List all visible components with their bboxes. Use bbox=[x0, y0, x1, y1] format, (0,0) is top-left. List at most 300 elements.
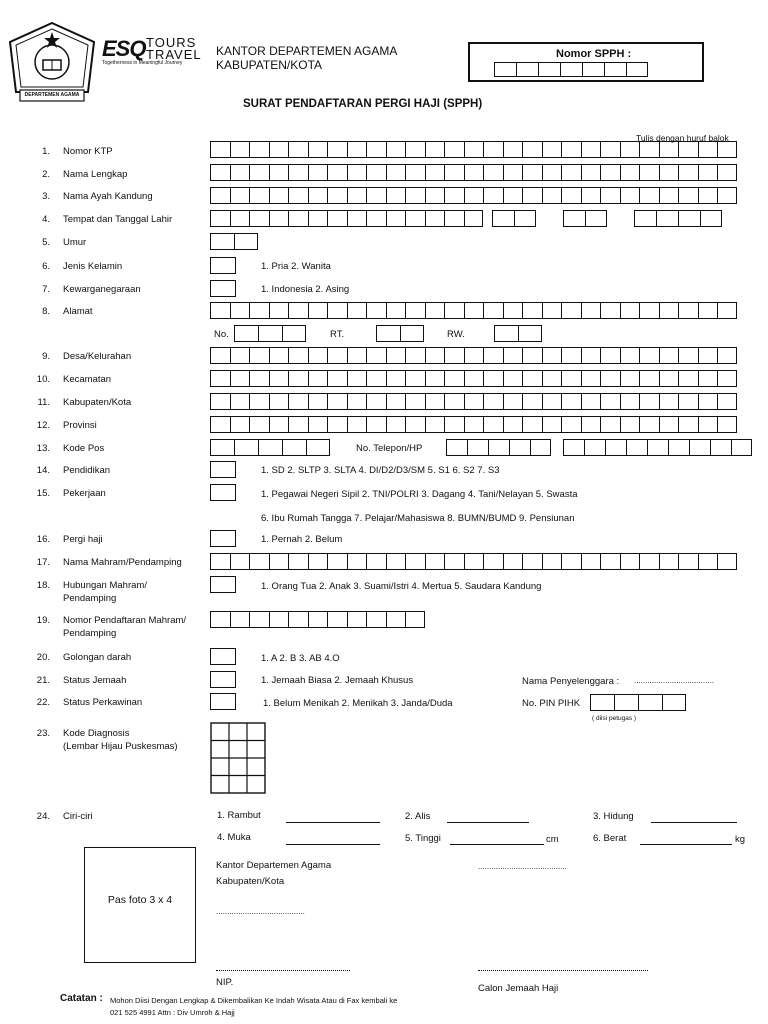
input-cell[interactable] bbox=[327, 302, 347, 319]
input-cell[interactable] bbox=[483, 347, 503, 364]
input-cell[interactable] bbox=[698, 302, 718, 319]
input-cell[interactable] bbox=[698, 164, 718, 181]
photo-box[interactable] bbox=[84, 847, 196, 963]
ciri-rambut-line[interactable] bbox=[286, 822, 380, 823]
input-cell[interactable] bbox=[347, 416, 367, 433]
input-cell[interactable] bbox=[425, 302, 445, 319]
input-cell[interactable] bbox=[386, 210, 406, 227]
input-cell[interactable] bbox=[464, 187, 484, 204]
input-cell[interactable] bbox=[581, 187, 601, 204]
jenis-kelamin-box[interactable] bbox=[210, 257, 236, 274]
input-cell[interactable] bbox=[605, 439, 626, 456]
input-cell[interactable] bbox=[542, 302, 562, 319]
input-cell[interactable] bbox=[678, 416, 698, 433]
input-cell[interactable] bbox=[425, 416, 445, 433]
input-cell[interactable] bbox=[563, 210, 585, 227]
input-cell[interactable] bbox=[405, 370, 425, 387]
input-cell[interactable] bbox=[561, 416, 581, 433]
input-cell[interactable] bbox=[464, 370, 484, 387]
input-cell[interactable] bbox=[366, 393, 386, 410]
kode-pos-cells[interactable] bbox=[210, 439, 330, 456]
input-cell[interactable] bbox=[234, 325, 258, 342]
input-cell[interactable] bbox=[581, 370, 601, 387]
input-cell[interactable] bbox=[678, 553, 698, 570]
input-cell[interactable] bbox=[210, 347, 230, 364]
input-cell[interactable] bbox=[327, 164, 347, 181]
input-cell[interactable] bbox=[581, 347, 601, 364]
input-cell[interactable] bbox=[563, 439, 584, 456]
nomor-mahram-cells[interactable] bbox=[210, 611, 425, 628]
input-cell[interactable] bbox=[518, 325, 542, 342]
input-cell[interactable] bbox=[269, 611, 289, 628]
input-cell[interactable] bbox=[678, 210, 700, 227]
input-cell[interactable] bbox=[464, 302, 484, 319]
input-cell[interactable] bbox=[542, 393, 562, 410]
input-cell[interactable] bbox=[282, 439, 306, 456]
kecamatan-cells[interactable] bbox=[210, 370, 737, 387]
input-cell[interactable] bbox=[444, 187, 464, 204]
input-cell[interactable] bbox=[444, 416, 464, 433]
input-cell[interactable] bbox=[717, 164, 737, 181]
input-cell[interactable] bbox=[405, 393, 425, 410]
input-cell[interactable] bbox=[483, 141, 503, 158]
input-cell[interactable] bbox=[425, 141, 445, 158]
nomor-spph-cells[interactable] bbox=[494, 62, 648, 77]
input-cell[interactable] bbox=[327, 141, 347, 158]
input-cell[interactable] bbox=[308, 164, 328, 181]
input-cell[interactable] bbox=[347, 393, 367, 410]
input-cell[interactable] bbox=[327, 416, 347, 433]
input-cell[interactable] bbox=[600, 553, 620, 570]
input-cell[interactable] bbox=[366, 347, 386, 364]
input-cell[interactable] bbox=[561, 553, 581, 570]
input-cell[interactable] bbox=[542, 370, 562, 387]
input-cell[interactable] bbox=[230, 553, 250, 570]
input-cell[interactable] bbox=[405, 210, 425, 227]
input-cell[interactable] bbox=[269, 141, 289, 158]
input-cell[interactable] bbox=[210, 439, 234, 456]
input-cell[interactable] bbox=[230, 141, 250, 158]
input-cell[interactable] bbox=[581, 164, 601, 181]
input-cell[interactable] bbox=[678, 302, 698, 319]
input-cell[interactable] bbox=[717, 302, 737, 319]
input-cell[interactable] bbox=[483, 416, 503, 433]
input-cell[interactable] bbox=[308, 210, 328, 227]
input-cell[interactable] bbox=[492, 210, 514, 227]
input-cell[interactable] bbox=[308, 141, 328, 158]
input-cell[interactable] bbox=[288, 611, 308, 628]
ciri-berat-line[interactable] bbox=[640, 844, 732, 845]
input-cell[interactable] bbox=[678, 347, 698, 364]
input-cell[interactable] bbox=[269, 553, 289, 570]
input-cell[interactable] bbox=[600, 141, 620, 158]
input-cell[interactable] bbox=[581, 393, 601, 410]
input-cell[interactable] bbox=[503, 302, 523, 319]
input-cell[interactable] bbox=[647, 439, 668, 456]
input-cell[interactable] bbox=[585, 210, 607, 227]
input-cell[interactable] bbox=[522, 416, 542, 433]
telepon-area-cells[interactable] bbox=[446, 439, 551, 456]
input-cell[interactable] bbox=[542, 347, 562, 364]
input-cell[interactable] bbox=[590, 694, 614, 711]
input-cell[interactable] bbox=[400, 325, 424, 342]
input-cell[interactable] bbox=[347, 141, 367, 158]
input-cell[interactable] bbox=[347, 164, 367, 181]
input-cell[interactable] bbox=[581, 553, 601, 570]
input-cell[interactable] bbox=[561, 187, 581, 204]
input-cell[interactable] bbox=[386, 370, 406, 387]
input-cell[interactable] bbox=[230, 187, 250, 204]
input-cell[interactable] bbox=[405, 302, 425, 319]
status-perkawinan-box[interactable] bbox=[210, 693, 236, 710]
input-cell[interactable] bbox=[620, 141, 640, 158]
input-cell[interactable] bbox=[561, 302, 581, 319]
input-cell[interactable] bbox=[561, 393, 581, 410]
nama-cells[interactable] bbox=[210, 164, 737, 181]
input-cell[interactable] bbox=[258, 325, 282, 342]
input-cell[interactable] bbox=[503, 187, 523, 204]
input-cell[interactable] bbox=[444, 164, 464, 181]
diagnosis-grid[interactable] bbox=[210, 722, 266, 799]
input-cell[interactable] bbox=[464, 141, 484, 158]
input-cell[interactable] bbox=[258, 439, 282, 456]
input-cell[interactable] bbox=[249, 553, 269, 570]
ciri-alis-line[interactable] bbox=[447, 822, 529, 823]
input-cell[interactable] bbox=[386, 302, 406, 319]
input-cell[interactable] bbox=[425, 370, 445, 387]
input-cell[interactable] bbox=[581, 416, 601, 433]
input-cell[interactable] bbox=[366, 553, 386, 570]
input-cell[interactable] bbox=[327, 210, 347, 227]
input-cell[interactable] bbox=[230, 416, 250, 433]
input-cell[interactable] bbox=[288, 187, 308, 204]
input-cell[interactable] bbox=[386, 141, 406, 158]
input-cell[interactable] bbox=[503, 164, 523, 181]
input-cell[interactable] bbox=[366, 210, 386, 227]
input-cell[interactable] bbox=[444, 553, 464, 570]
input-cell[interactable] bbox=[230, 347, 250, 364]
input-cell[interactable] bbox=[386, 164, 406, 181]
input-cell[interactable] bbox=[269, 416, 289, 433]
ciri-hidung-line[interactable] bbox=[651, 822, 737, 823]
input-cell[interactable] bbox=[620, 553, 640, 570]
input-cell[interactable] bbox=[249, 210, 269, 227]
input-cell[interactable] bbox=[386, 553, 406, 570]
input-cell[interactable] bbox=[327, 553, 347, 570]
input-cell[interactable] bbox=[561, 141, 581, 158]
input-cell[interactable] bbox=[366, 370, 386, 387]
input-cell[interactable] bbox=[308, 302, 328, 319]
input-cell[interactable] bbox=[444, 347, 464, 364]
input-cell[interactable] bbox=[269, 164, 289, 181]
input-cell[interactable] bbox=[483, 393, 503, 410]
input-cell[interactable] bbox=[405, 611, 425, 628]
input-cell[interactable] bbox=[600, 302, 620, 319]
input-cell[interactable] bbox=[269, 347, 289, 364]
input-cell[interactable] bbox=[425, 553, 445, 570]
hubungan-box[interactable] bbox=[210, 576, 236, 593]
tgl-lahir-day-cells[interactable] bbox=[492, 210, 536, 227]
input-cell[interactable] bbox=[308, 393, 328, 410]
input-cell[interactable] bbox=[620, 347, 640, 364]
input-cell[interactable] bbox=[639, 347, 659, 364]
input-cell[interactable] bbox=[308, 347, 328, 364]
input-cell[interactable] bbox=[366, 164, 386, 181]
input-cell[interactable] bbox=[561, 370, 581, 387]
input-cell[interactable] bbox=[464, 210, 484, 227]
telepon-number-cells[interactable] bbox=[563, 439, 752, 456]
input-cell[interactable] bbox=[542, 416, 562, 433]
input-cell[interactable] bbox=[327, 347, 347, 364]
input-cell[interactable] bbox=[494, 325, 518, 342]
sig-office-line[interactable] bbox=[216, 970, 350, 971]
kabupaten-cells[interactable] bbox=[210, 393, 737, 410]
input-cell[interactable] bbox=[444, 210, 464, 227]
input-cell[interactable] bbox=[405, 187, 425, 204]
input-cell[interactable] bbox=[308, 187, 328, 204]
input-cell[interactable] bbox=[581, 302, 601, 319]
pin-pihk-cells[interactable] bbox=[590, 694, 686, 711]
mahram-cells[interactable] bbox=[210, 553, 737, 570]
input-cell[interactable] bbox=[503, 370, 523, 387]
input-cell[interactable] bbox=[600, 187, 620, 204]
input-cell[interactable] bbox=[444, 141, 464, 158]
input-cell[interactable] bbox=[288, 141, 308, 158]
input-cell[interactable] bbox=[542, 553, 562, 570]
input-cell[interactable] bbox=[446, 439, 467, 456]
input-cell[interactable] bbox=[662, 694, 686, 711]
alamat-no-cells[interactable] bbox=[234, 325, 306, 342]
input-cell[interactable] bbox=[620, 416, 640, 433]
input-cell[interactable] bbox=[700, 210, 722, 227]
umur-cells[interactable] bbox=[210, 233, 258, 250]
input-cell[interactable] bbox=[717, 187, 737, 204]
alamat-rt-cells[interactable] bbox=[376, 325, 424, 342]
pekerjaan-box[interactable] bbox=[210, 484, 236, 501]
input-cell[interactable] bbox=[717, 416, 737, 433]
sig-office-dots[interactable]: ........................................ bbox=[216, 907, 305, 916]
input-cell[interactable] bbox=[230, 393, 250, 410]
input-cell[interactable] bbox=[659, 553, 679, 570]
input-cell[interactable] bbox=[366, 302, 386, 319]
input-cell[interactable] bbox=[249, 416, 269, 433]
kewarganegaraan-box[interactable] bbox=[210, 280, 236, 297]
input-cell[interactable] bbox=[210, 611, 230, 628]
input-cell[interactable] bbox=[659, 393, 679, 410]
input-cell[interactable] bbox=[230, 210, 250, 227]
input-cell[interactable] bbox=[668, 439, 689, 456]
input-cell[interactable] bbox=[405, 164, 425, 181]
input-cell[interactable] bbox=[249, 370, 269, 387]
input-cell[interactable] bbox=[269, 370, 289, 387]
input-cell[interactable] bbox=[234, 439, 258, 456]
input-cell[interactable] bbox=[620, 302, 640, 319]
input-cell[interactable] bbox=[444, 302, 464, 319]
alamat-cells[interactable] bbox=[210, 302, 737, 319]
input-cell[interactable] bbox=[306, 439, 330, 456]
input-cell[interactable] bbox=[464, 553, 484, 570]
input-cell[interactable] bbox=[503, 141, 523, 158]
input-cell[interactable] bbox=[600, 370, 620, 387]
input-cell[interactable] bbox=[386, 393, 406, 410]
input-cell[interactable] bbox=[347, 302, 367, 319]
input-cell[interactable] bbox=[347, 187, 367, 204]
input-cell[interactable] bbox=[698, 141, 718, 158]
input-cell[interactable] bbox=[405, 141, 425, 158]
input-cell[interactable] bbox=[509, 439, 530, 456]
input-cell[interactable] bbox=[376, 325, 400, 342]
sig-calon-dots-top[interactable]: ........................................ bbox=[478, 862, 567, 871]
kelurahan-cells[interactable] bbox=[210, 347, 737, 364]
ktp-cells[interactable] bbox=[210, 141, 737, 158]
input-cell[interactable] bbox=[210, 233, 234, 250]
input-cell[interactable] bbox=[288, 302, 308, 319]
input-cell[interactable] bbox=[366, 141, 386, 158]
input-cell[interactable] bbox=[626, 439, 647, 456]
input-cell[interactable] bbox=[634, 210, 656, 227]
pendidikan-box[interactable] bbox=[210, 461, 236, 478]
pergi-haji-box[interactable] bbox=[210, 530, 236, 547]
input-cell[interactable] bbox=[698, 370, 718, 387]
tgl-lahir-year-cells[interactable] bbox=[634, 210, 722, 227]
input-cell[interactable] bbox=[483, 370, 503, 387]
input-cell[interactable] bbox=[698, 187, 718, 204]
input-cell[interactable] bbox=[444, 393, 464, 410]
input-cell[interactable] bbox=[425, 210, 445, 227]
input-cell[interactable] bbox=[288, 164, 308, 181]
input-cell[interactable] bbox=[678, 141, 698, 158]
input-cell[interactable] bbox=[308, 611, 328, 628]
input-cell[interactable] bbox=[659, 370, 679, 387]
input-cell[interactable] bbox=[210, 187, 230, 204]
input-cell[interactable] bbox=[604, 62, 626, 77]
input-cell[interactable] bbox=[210, 416, 230, 433]
input-cell[interactable] bbox=[516, 62, 538, 77]
input-cell[interactable] bbox=[366, 416, 386, 433]
input-cell[interactable] bbox=[522, 370, 542, 387]
input-cell[interactable] bbox=[234, 233, 258, 250]
input-cell[interactable] bbox=[366, 187, 386, 204]
input-cell[interactable] bbox=[582, 62, 604, 77]
alamat-rw-cells[interactable] bbox=[494, 325, 542, 342]
input-cell[interactable] bbox=[249, 393, 269, 410]
input-cell[interactable] bbox=[405, 347, 425, 364]
input-cell[interactable] bbox=[659, 187, 679, 204]
input-cell[interactable] bbox=[639, 370, 659, 387]
input-cell[interactable] bbox=[483, 553, 503, 570]
input-cell[interactable] bbox=[386, 611, 406, 628]
input-cell[interactable] bbox=[249, 187, 269, 204]
input-cell[interactable] bbox=[347, 210, 367, 227]
input-cell[interactable] bbox=[639, 553, 659, 570]
input-cell[interactable] bbox=[600, 347, 620, 364]
input-cell[interactable] bbox=[288, 210, 308, 227]
input-cell[interactable] bbox=[522, 141, 542, 158]
input-cell[interactable] bbox=[483, 302, 503, 319]
input-cell[interactable] bbox=[366, 611, 386, 628]
tempat-lahir-cells[interactable] bbox=[210, 210, 483, 227]
input-cell[interactable] bbox=[210, 393, 230, 410]
input-cell[interactable] bbox=[308, 553, 328, 570]
golongan-darah-box[interactable] bbox=[210, 648, 236, 665]
input-cell[interactable] bbox=[560, 62, 582, 77]
input-cell[interactable] bbox=[522, 347, 542, 364]
input-cell[interactable] bbox=[639, 141, 659, 158]
input-cell[interactable] bbox=[288, 416, 308, 433]
input-cell[interactable] bbox=[689, 439, 710, 456]
input-cell[interactable] bbox=[464, 347, 484, 364]
input-cell[interactable] bbox=[503, 416, 523, 433]
input-cell[interactable] bbox=[464, 416, 484, 433]
input-cell[interactable] bbox=[639, 416, 659, 433]
input-cell[interactable] bbox=[538, 62, 560, 77]
ciri-tinggi-line[interactable] bbox=[450, 844, 544, 845]
input-cell[interactable] bbox=[288, 393, 308, 410]
input-cell[interactable] bbox=[542, 141, 562, 158]
input-cell[interactable] bbox=[717, 141, 737, 158]
status-jemaah-box[interactable] bbox=[210, 671, 236, 688]
input-cell[interactable] bbox=[230, 370, 250, 387]
input-cell[interactable] bbox=[639, 393, 659, 410]
input-cell[interactable] bbox=[288, 553, 308, 570]
input-cell[interactable] bbox=[710, 439, 731, 456]
input-cell[interactable] bbox=[561, 347, 581, 364]
input-cell[interactable] bbox=[503, 347, 523, 364]
input-cell[interactable] bbox=[698, 393, 718, 410]
input-cell[interactable] bbox=[210, 370, 230, 387]
input-cell[interactable] bbox=[405, 416, 425, 433]
input-cell[interactable] bbox=[249, 302, 269, 319]
input-cell[interactable] bbox=[503, 393, 523, 410]
input-cell[interactable] bbox=[230, 611, 250, 628]
ciri-muka-line[interactable] bbox=[286, 844, 380, 845]
tgl-lahir-month-cells[interactable] bbox=[563, 210, 607, 227]
input-cell[interactable] bbox=[614, 694, 638, 711]
input-cell[interactable] bbox=[717, 370, 737, 387]
input-cell[interactable] bbox=[514, 210, 536, 227]
input-cell[interactable] bbox=[494, 62, 516, 77]
input-cell[interactable] bbox=[327, 393, 347, 410]
input-cell[interactable] bbox=[561, 164, 581, 181]
input-cell[interactable] bbox=[639, 302, 659, 319]
input-cell[interactable] bbox=[249, 164, 269, 181]
input-cell[interactable] bbox=[386, 347, 406, 364]
input-cell[interactable] bbox=[659, 302, 679, 319]
input-cell[interactable] bbox=[249, 347, 269, 364]
input-cell[interactable] bbox=[620, 370, 640, 387]
input-cell[interactable] bbox=[467, 439, 488, 456]
input-cell[interactable] bbox=[327, 611, 347, 628]
input-cell[interactable] bbox=[522, 393, 542, 410]
input-cell[interactable] bbox=[210, 210, 230, 227]
input-cell[interactable] bbox=[620, 164, 640, 181]
input-cell[interactable] bbox=[678, 164, 698, 181]
input-cell[interactable] bbox=[347, 370, 367, 387]
input-cell[interactable] bbox=[483, 187, 503, 204]
input-cell[interactable] bbox=[269, 393, 289, 410]
input-cell[interactable] bbox=[386, 187, 406, 204]
input-cell[interactable] bbox=[639, 164, 659, 181]
provinsi-cells[interactable] bbox=[210, 416, 737, 433]
input-cell[interactable] bbox=[249, 611, 269, 628]
input-cell[interactable] bbox=[444, 370, 464, 387]
input-cell[interactable] bbox=[425, 187, 445, 204]
input-cell[interactable] bbox=[269, 210, 289, 227]
input-cell[interactable] bbox=[639, 187, 659, 204]
input-cell[interactable] bbox=[327, 370, 347, 387]
input-cell[interactable] bbox=[269, 302, 289, 319]
input-cell[interactable] bbox=[269, 187, 289, 204]
